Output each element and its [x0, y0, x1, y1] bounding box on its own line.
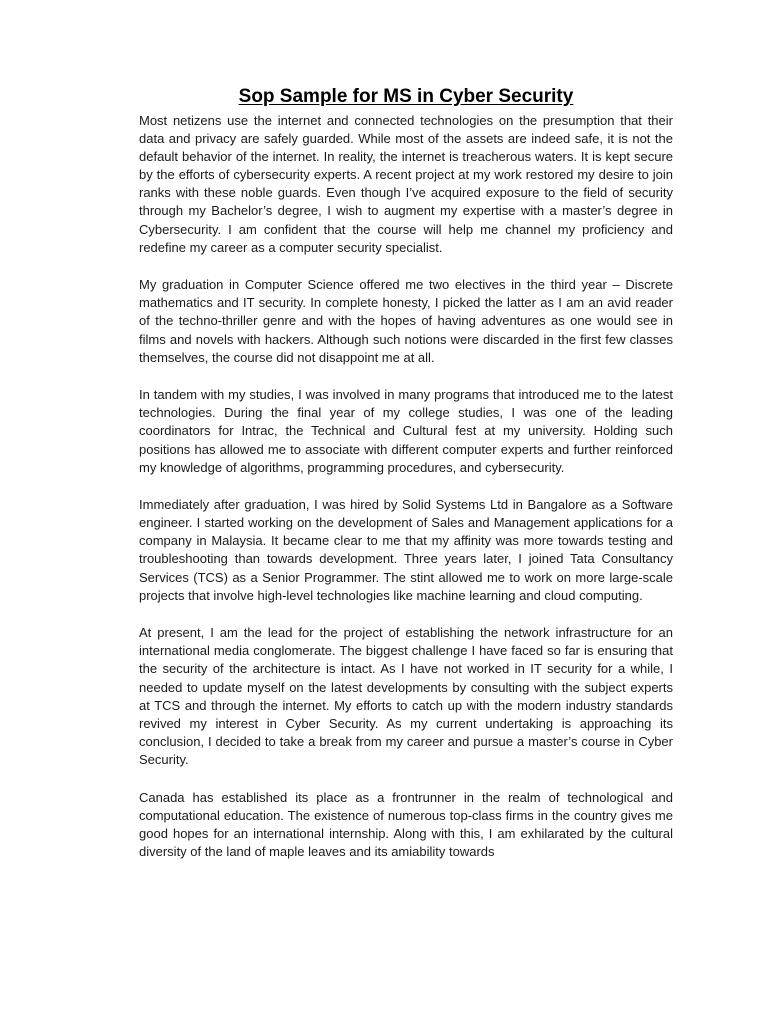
document-title: Sop Sample for MS in Cyber Security	[238, 86, 574, 107]
paragraph-present: At present, I am the lead for the project of establishing the network infrastructure for an international media conglomerate. The biggest challenge I have faced so far is ensuring that the security of the architecture is intact. As I have not worked in IT security for a while, I needed to update myself on the latest developments by consulting with the subject experts at TCS and through the internet. My efforts to catch up with the modern industry standards revived my interest in Cyber Security. As my current undertaking is approaching its conclusion, I decided to take a break from my career and pursue a master’s course in Cyber Security.	[139, 625, 673, 767]
paragraph-graduation: My graduation in Computer Science offered me two electives in the third year – Discrete mathematics and IT security. In complete honesty, I picked the latter as I am an avid reader of the techno-thriller genre and with the hopes of having adventures as one would see in films and novels with hackers. Although such notions were discarded in the first few classes themselves, the course did not disappoint me at all.	[139, 277, 673, 365]
document-page	[139, 84, 673, 861]
paragraph-studies: In tandem with my studies, I was involved in many programs that introduced me to the latest technologies. During the final year of my college studies, I was one of the leading coordinators for Intrac, the Technical and Cultural fest at my university. Holding such positions has allowed me to associate with different computer experts and further reinforced my knowledge of algorithms, programming procedures, and cybersecurity.	[139, 387, 673, 475]
paragraph-employment: Immediately after graduation, I was hired by Solid Systems Ltd in Bangalore as a Software engineer. I started working on the development of Sales and Management applications for a company in Malaysia. It became clear to me that my affinity was more towards testing and troubleshooting than towards development. Three years later, I joined Tata Consultancy Services (TCS) as a Senior Programmer. The stint allowed me to work on more large-scale projects that involve high-level technologies like machine learning and cloud computing.	[139, 497, 673, 603]
paragraph-intro: Most netizens use the internet and connected technologies on the presumption that their data and privacy are safely guarded. While most of the assets are indeed safe, it is not the default behavior of the internet. In reality, the internet is treacherous waters. It is kept secure by the efforts of cybersecurity experts. A recent project at my work restored my desire to join ranks with these noble guards. Even though I’ve acquired exposure to the field of security through my Bachelor’s degree, I wish to augment my expertise with a master’s degree in Cybersecurity. I am confident that the course will help me channel my proficiency and redefine my career as a computer security specialist.	[139, 113, 673, 255]
paragraph-canada: Canada has established its place as a frontrunner in the realm of technological and computational education. The existence of numerous top-class firms in the country gives me good hopes for an international internship. Along with this, I am exhilarated by the cultural diversity of the land of maple leaves and its amiability towards	[139, 789, 673, 859]
